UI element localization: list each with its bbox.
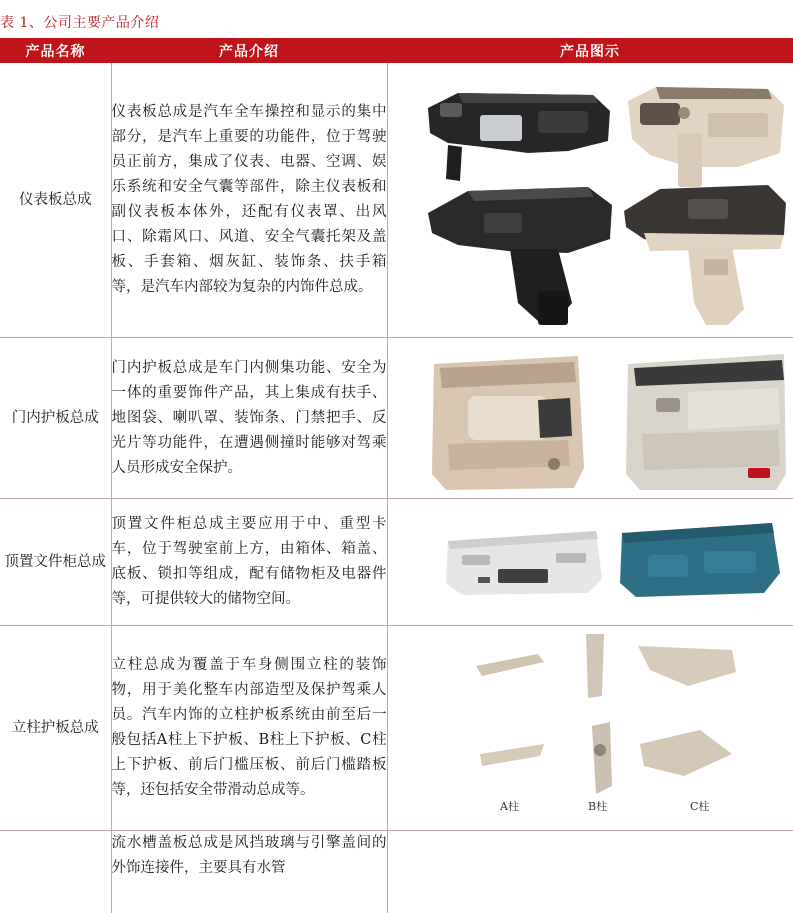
product-description: 顶置文件柜总成主要应用于中、重型卡车，位于驾驶室前上方，由箱体、箱盖、底板、锁扣等组成，配有储物柜及电器件等，可提供较大的储物空间。 [111,499,387,626]
b-pillar-label: B柱 [587,800,607,813]
overhead-cabinet-grey-icon [446,531,602,595]
dashboard-console-dark-icon [428,187,612,325]
product-images [387,338,793,499]
c-pillar-icon [638,646,736,776]
product-description: 仪表板总成是汽车全车操控和显示的集中部分，是汽车上重要的功能件，位于驾驶员正前方，集成了仪表、电器、空调、娱乐系统和安全气囊等部件，除主仪表板和副仪表板本体外，还配有仪表罩、出风口、除霜风口、风道、安全气囊托架及盖板、手套箱、烟灰缸、装饰条、扶手箱等，是汽车内部较为复杂的内饰件总成。 [111,63,387,338]
table-caption: 表 1、公司主要产品介绍 [0,15,160,31]
overhead-cabinet-teal-icon [620,523,780,597]
product-images [387,499,793,626]
table-row [0,338,793,499]
header-product-name: 产品名称 [0,38,111,63]
dashboard-beige-icon [628,87,784,187]
dashboard-console-beige-icon [624,185,786,325]
product-name [0,831,111,913]
header-product-image: 产品图示 [387,38,793,63]
door-panel-beige-icon [432,356,584,490]
table-row [0,63,793,338]
table-row [0,831,793,913]
product-name: 仪表板总成 [0,63,111,338]
dashboard-dark-icon [428,93,610,181]
product-name: 门内护板总成 [0,338,111,499]
product-name: 立柱护板总成 [0,626,111,831]
product-description: 流水槽盖板总成是风挡玻璃与引擎盖间的外饰连接件，主要具有水管 [111,831,387,913]
product-table [0,38,793,913]
b-pillar-icon [586,634,612,794]
a-pillar-icon [476,654,544,766]
product-name: 顶置文件柜总成 [0,499,111,626]
table-row [0,626,793,831]
c-pillar-label: C柱 [689,800,709,813]
a-pillar-label: A柱 [499,800,519,813]
header-product-intro: 产品介绍 [111,38,387,63]
product-images [387,63,793,338]
table-header-row [0,38,793,63]
table-row [0,499,793,626]
product-description: 立柱总成为覆盖于车身侧围立柱的装饰物，用于美化整车内部造型及保护驾乘人员。汽车内饰的立柱护板系统由前至后一般包括A柱上下护板、B柱上下护板、C柱上下护板、前后门槛压板、前后门槛踏板等，还包括安全带滑动总成等。 [111,626,387,831]
product-images [387,626,793,831]
door-panel-grey-icon [626,354,786,490]
product-images [387,831,793,913]
product-description: 门内护板总成是车门内侧集功能、安全为一体的重要饰件产品，其上集成有扶手、地图袋、喇叭罩、装饰条、门禁把手、反光片等功能件，在遭遇侧撞时能够对驾乘人员形成安全保护。 [111,338,387,499]
